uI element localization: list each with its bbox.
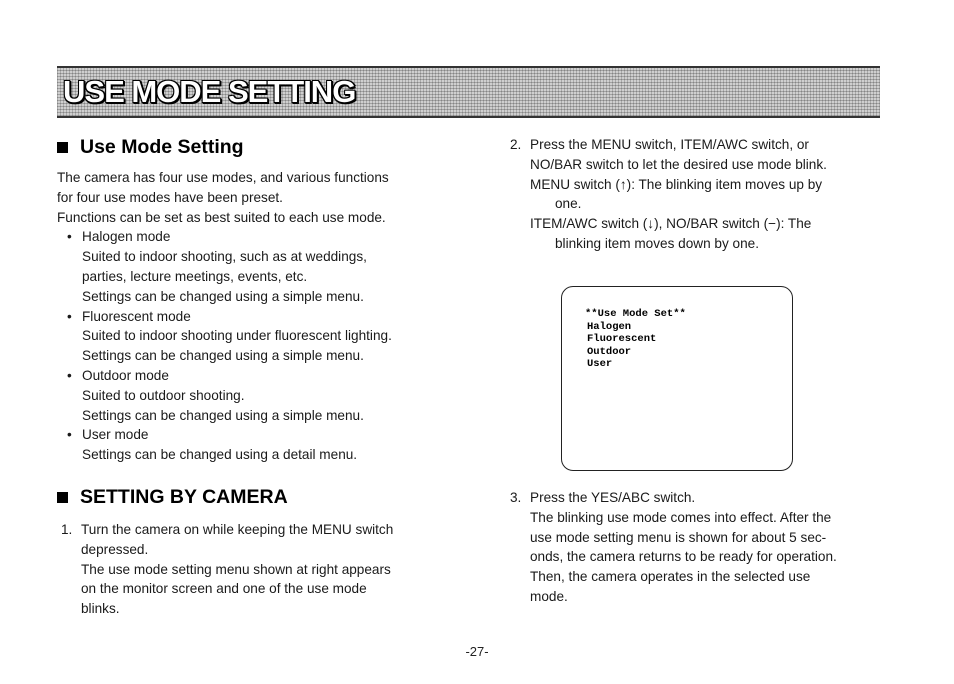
use-mode-description xyxy=(57,168,429,465)
page-number: -27- xyxy=(465,644,489,659)
step-3 xyxy=(510,488,880,607)
monitor-menu-screen xyxy=(561,286,793,471)
step-number: 2. xyxy=(510,137,522,152)
bullet-dot-icon: • xyxy=(67,308,72,324)
banner-title: USE MODE SETTING xyxy=(63,74,356,109)
section-heading-use-mode-setting xyxy=(57,136,244,158)
step-line: use mode setting menu is shown for about 5 sec- xyxy=(530,529,827,545)
item-switch-line: blinking item moves down by one. xyxy=(555,235,760,251)
mode-name: Halogen mode xyxy=(82,229,171,245)
mode-name: Outdoor mode xyxy=(82,367,169,383)
mode-detail: Suited to outdoor shooting. xyxy=(82,387,245,403)
mode-detail: Suited to indoor shooting under fluorescent lighting. xyxy=(82,328,392,344)
step-line: depressed. xyxy=(81,541,149,557)
section-heading-setting-by-camera xyxy=(57,486,288,508)
mode-detail: Settings can be changed using a detail menu. xyxy=(82,447,358,463)
step-1 xyxy=(61,520,429,619)
square-bullet-icon xyxy=(57,142,68,153)
step-line: NO/BAR switch to let the desired use mode blink. xyxy=(530,156,827,172)
menu-item-fluorescent: Fluorescent xyxy=(587,333,657,345)
step-2 xyxy=(510,135,880,254)
mode-item-outdoor xyxy=(57,366,429,386)
menu-item-halogen: Halogen xyxy=(587,320,632,333)
mode-item-fluorescent xyxy=(57,307,429,327)
mode-name: Fluorescent mode xyxy=(82,308,191,324)
mode-detail: parties, lecture meetings, events, etc. xyxy=(82,268,308,284)
step-line: blinks. xyxy=(81,601,120,617)
menu-switch-line: one. xyxy=(555,196,582,212)
square-bullet-icon xyxy=(57,492,68,503)
bullet-dot-icon: • xyxy=(67,427,72,443)
step-line: The blinking use mode comes into effect. After the xyxy=(530,509,832,525)
menu-item-outdoor: Outdoor xyxy=(587,345,632,358)
mode-detail: Settings can be changed using a simple menu. xyxy=(82,348,364,364)
bullet-dot-icon: • xyxy=(67,367,72,383)
intro-line: The camera has four use modes, and various functions xyxy=(57,170,389,185)
intro-line: Functions can be set as best suited to each use mode. xyxy=(57,209,386,225)
title-banner xyxy=(57,66,880,118)
step-line: on the monitor screen and one of the use mode xyxy=(81,581,367,597)
step-line: mode. xyxy=(530,588,568,604)
step-line: onds, the camera returns to be ready for operation. xyxy=(530,549,837,565)
step-line: Turn the camera on while keeping the MENU switch xyxy=(81,522,394,537)
step-line: Press the MENU switch, ITEM/AWC switch, or xyxy=(530,137,809,152)
item-switch-line: ITEM/AWC switch (↓), NO/BAR switch (−): The xyxy=(530,216,812,232)
menu-switch-line: MENU switch (↑): The blinking item moves up by xyxy=(530,176,823,192)
step-line: The use mode setting menu shown at right appears xyxy=(81,561,391,577)
use-mode-menu xyxy=(585,308,686,371)
menu-item-user: User xyxy=(587,358,613,370)
section-heading-text: Use Mode Setting xyxy=(80,136,244,158)
mode-name: User mode xyxy=(82,427,149,443)
mode-item-halogen xyxy=(57,227,429,247)
mode-detail: Suited to indoor shooting, such as at weddings, xyxy=(82,249,367,265)
mode-detail: Settings can be changed using a simple menu. xyxy=(82,407,364,423)
mode-item-user xyxy=(57,425,429,445)
step-number: 3. xyxy=(510,490,522,505)
menu-title: **Use Mode Set** xyxy=(585,308,686,320)
step-number: 1. xyxy=(61,522,73,537)
section-heading-text: SETTING BY CAMERA xyxy=(80,486,288,508)
step-line: Press the YES/ABC switch. xyxy=(530,490,696,505)
mode-detail: Settings can be changed using a simple menu. xyxy=(82,288,364,304)
bullet-dot-icon: • xyxy=(67,229,72,245)
step-line: Then, the camera operates in the selected use xyxy=(530,569,811,585)
intro-line: for four use modes have been preset. xyxy=(57,189,283,205)
